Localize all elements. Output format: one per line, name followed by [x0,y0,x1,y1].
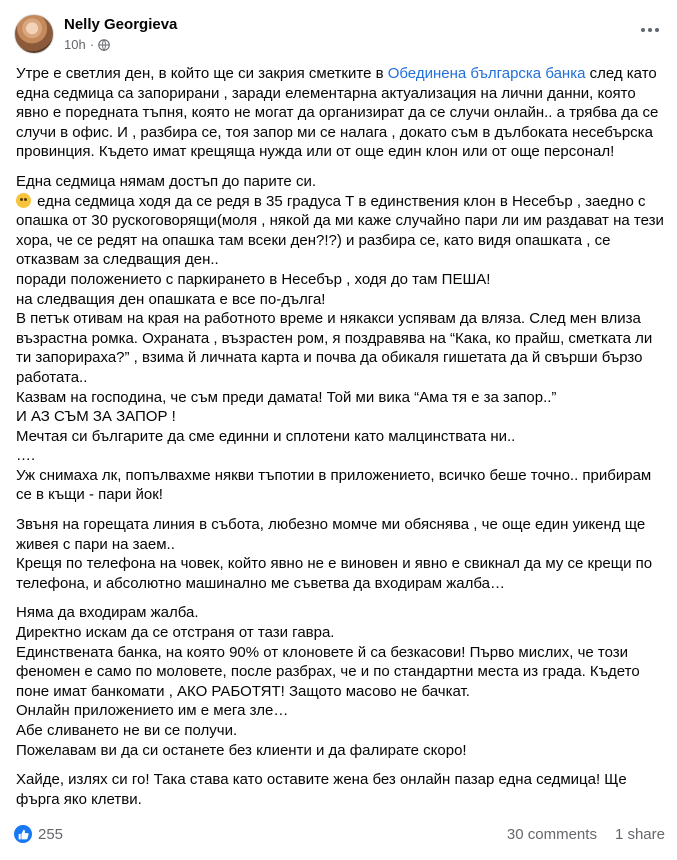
p4-line: Директно искам да се отстраня от тази гавра. [16,624,335,642]
p3-line: Звъня на горещата линия в събота, любезно момче ми обяснява , че още един уикенд ще живея с пари на заем.. [16,516,646,553]
p2-line: …. [16,447,36,465]
bank-link[interactable]: Обединена българска банка [387,65,586,82]
p4-line: Единствената банка, на която 90% от клоновете й са безкасови! Първо мислих, че този феномен е само по моловете, после разбрах, че и по стандартни места из града. Където поне имат банкомати , АКО РАБОТЯТ! Защото масово не бачкат. [16,643,640,700]
p1-prefix: Утре е светлия ден, в който ще си закрия сметките в [16,65,388,82]
like-icon [14,825,32,843]
p2-line: Мечтая си българите да сме единни и сплотени като малцинствата ни.. [16,427,516,445]
p2-line: И АЗ СЪМ ЗА ЗАПОР ! [16,408,176,426]
comments-count[interactable]: 30 comments [506,825,597,843]
p2-line-emoji [16,192,664,270]
post-body [16,64,664,819]
p2-line-text: една седмица ходя да се редя в 35 градуса Т в единствения клон в Несебър , заедно с опашка от 30 рускоговорящи(моля , някой да ми каже случайно пари ли им раздават на тези хора, че се редят на опашка там всеки ден?!?) и разбира се, като видя опашката , се отказвам за следващия ден.. [16,192,664,269]
reaction-count: 255 [38,825,64,843]
post-header [14,12,665,56]
p4-line: Абе сливането не ви се получи. [16,722,238,739]
p4-line: Пожелавам ви да си останете без клиенти и да фалирате скоро! [16,741,467,759]
p2-line: Уж снимаха лк, попълвахме някви тъпотии в приложението, всичко беше точно.. прибирам се в къщи - пари йок! [16,466,652,504]
p4-line: Няма да входирам жалба. [16,604,199,622]
p2-line: поради положението с паркирането в Несебър , ходя до там ПЕША! [16,270,491,288]
p3-line: Крещя по телефона на човек, който явно не е виновен и явно е свикнал да му се крещи по телефона, и абсолютно машинално ме съветва да входирам жалба… [16,555,653,592]
p2-line: В петък отивам на края на работното време и някакси успявам да вляза. След мен влиза възрастна ромка. Охраната , възрастен ром, я поздравява на “Кака, ко прайш, сметката ли ти запорираха?” , взима й личната карта и почва да обикаля гишетата да й свърши бързо работата.. [16,310,653,386]
crying-face-icon [16,193,31,208]
reactions[interactable] [14,825,63,843]
p1-suffix: след като една седмица са запорирани , заради елементарна актуализация на лични данни, която явно е поредната тъпня, която не могат да организират да се случи онлайн.. а трябва да се случи в офис. И , разбира се, тоя запор ми се налага , докато съм в дълбоката несебърска провинция. Където имат крещяща нужда или от още един клон или от още персонал! [16,65,659,161]
post-meta [64,37,110,52]
paragraph-3 [16,515,664,593]
post-time[interactable]: 10h [64,37,86,52]
meta-separator: · [89,37,95,52]
post-footer [14,822,665,846]
shares-count[interactable]: 1 share [614,825,665,843]
p2-line: на следващия ден опашката е все по-дълга! [16,290,326,308]
globe-icon[interactable] [98,39,110,51]
author-name[interactable]: Nelly Georgieva [64,16,178,33]
paragraph-5 [16,770,664,809]
paragraph-1 [16,64,664,162]
p2-line: Една седмица нямам достъп до парите си. [16,172,316,190]
paragraph-2 [16,172,664,505]
avatar[interactable] [14,14,54,54]
more-options-icon[interactable] [635,18,665,42]
paragraph-4 [16,603,664,760]
p2-line: Казвам на господина, че съм преди дамата! Той ми вика “Ама тя е за запор..” [16,388,557,406]
p5-line: Хайде, излях си го! Така става като оставите жена без онлайн пазар една седмица! Ще фърга яко клетви. [16,771,627,808]
p4-line: Онлайн приложението им е мега зле… [16,702,289,720]
